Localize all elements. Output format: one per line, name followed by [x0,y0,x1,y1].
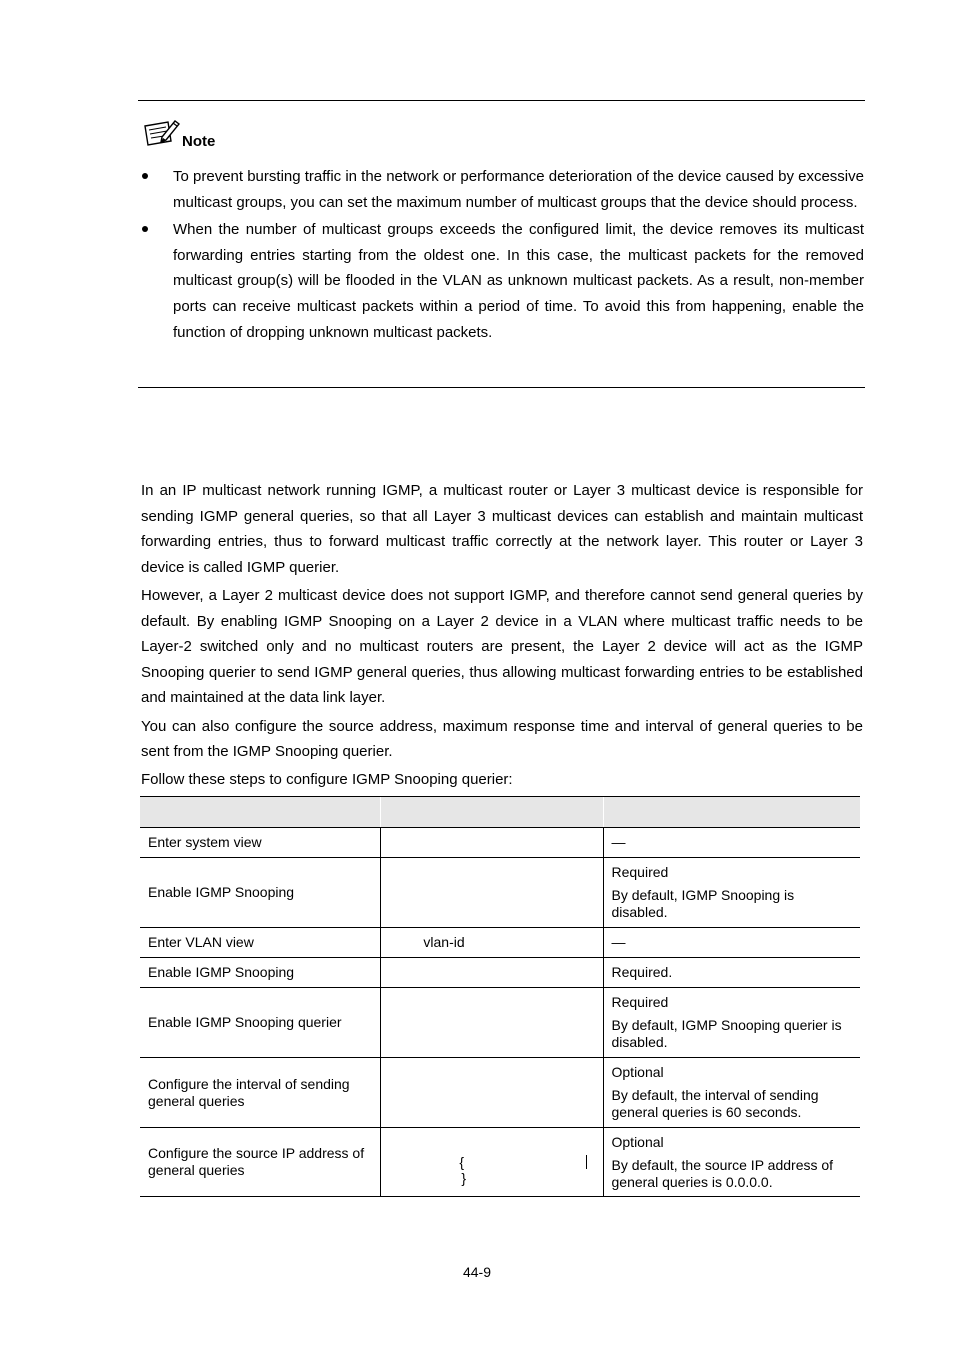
remarks-cell: — [603,828,860,858]
command-cell: vlan-id [381,928,603,958]
note-pencil-icon [142,117,180,152]
bullet-dot-icon [142,226,148,232]
operation-cell: Enable IGMP Snooping [140,858,381,928]
table-row [140,988,860,1058]
header-cell-remarks [603,797,860,828]
command-cell [381,958,603,988]
paragraph: Follow these steps to configure IGMP Snooping querier: [141,771,513,789]
operation-cell: Enable IGMP Snooping [140,958,381,988]
table-header-row [140,797,860,828]
note-bullet-list [140,164,864,347]
bullet-dot-icon [142,173,148,179]
header-cell-command [381,797,603,828]
command-cell [381,1058,603,1128]
command-cell [381,858,603,928]
paragraph: However, a Layer 2 multicast device does not support IGMP, and therefore cannot send general queries by default. By enabling IGMP Snooping on a Layer 2 device in a VLAN where multicast traffic needs to be Layer-2 switched only and no multicast routers are present, the Layer 2 device will act as the IGMP Snooping querier to send IGMP general queries, thus allowing multicast forwarding entries to be established and maintained at the data link layer. [141,586,863,707]
header-cell-operation [140,797,381,828]
remarks-cell: Optional By default, the source IP address of general queries is 0.0.0.0. [603,1128,860,1197]
top-rule [138,100,865,101]
paragraph: In an IP multicast network running IGMP, a multicast router or Layer 3 multicast device is responsible for sending IGMP general queries, so that all Layer 3 multicast devices can establish and maintain multicast forwarding entries, thus to forward multicast traffic correctly at the network layer. This router or Layer 3 device is called IGMP querier. [141,482,863,576]
remarks-cell: Optional By default, the interval of sending general queries is 60 seconds. [603,1058,860,1128]
note-bullet-item: To prevent bursting traffic in the network or performance deterioration of the device caused by excessive multicast groups, you can set the maximum number of multicast groups that the device should process. [140,164,864,215]
operation-cell: Enable IGMP Snooping querier [140,988,381,1058]
table-row [140,858,860,928]
separator-bar [586,1155,587,1169]
paragraph: You can also configure the source address, maximum response time and interval of general queries to be sent from the IGMP Snooping querier. [141,717,863,761]
remarks-cell: Required By default, IGMP Snooping querier is disabled. [603,988,860,1058]
config-steps-table [140,796,860,1197]
table-row [140,928,860,958]
remarks-cell: Required. [603,958,860,988]
remarks-cell: — [603,928,860,958]
note-bullet-item: When the number of multicast groups exceeds the configured limit, the device removes its multicast forwarding entries starting from the oldest one. In this case, the multicast packets for the removed multicast group(s) will be flooded in the VLAN as unknown multicast packets. As a result, non-member ports can receive multicast packets within a period of time. To avoid this from happening, enable the function of dropping unknown multicast packets. [140,217,864,345]
operation-cell: Enter system view [140,828,381,858]
brace-open: { [459,1154,465,1170]
table-row [140,1058,860,1128]
page-number: 44-9 [462,1264,492,1280]
table-row [140,958,860,988]
bottom-rule [138,387,865,388]
note-label: Note [182,133,216,150]
command-cell [381,1128,603,1197]
command-cell [381,828,603,858]
operation-cell: Enter VLAN view [140,928,381,958]
note-header [142,120,215,152]
table-row [140,1128,860,1197]
operation-cell: Configure the interval of sending general queries [140,1058,381,1128]
brace-close: } [461,1170,467,1186]
command-cell [381,988,603,1058]
body-text [141,478,863,796]
remarks-cell: Required By default, IGMP Snooping is disabled. [603,858,860,928]
table-row [140,828,860,858]
operation-cell: Configure the source IP address of general queries [140,1128,381,1197]
